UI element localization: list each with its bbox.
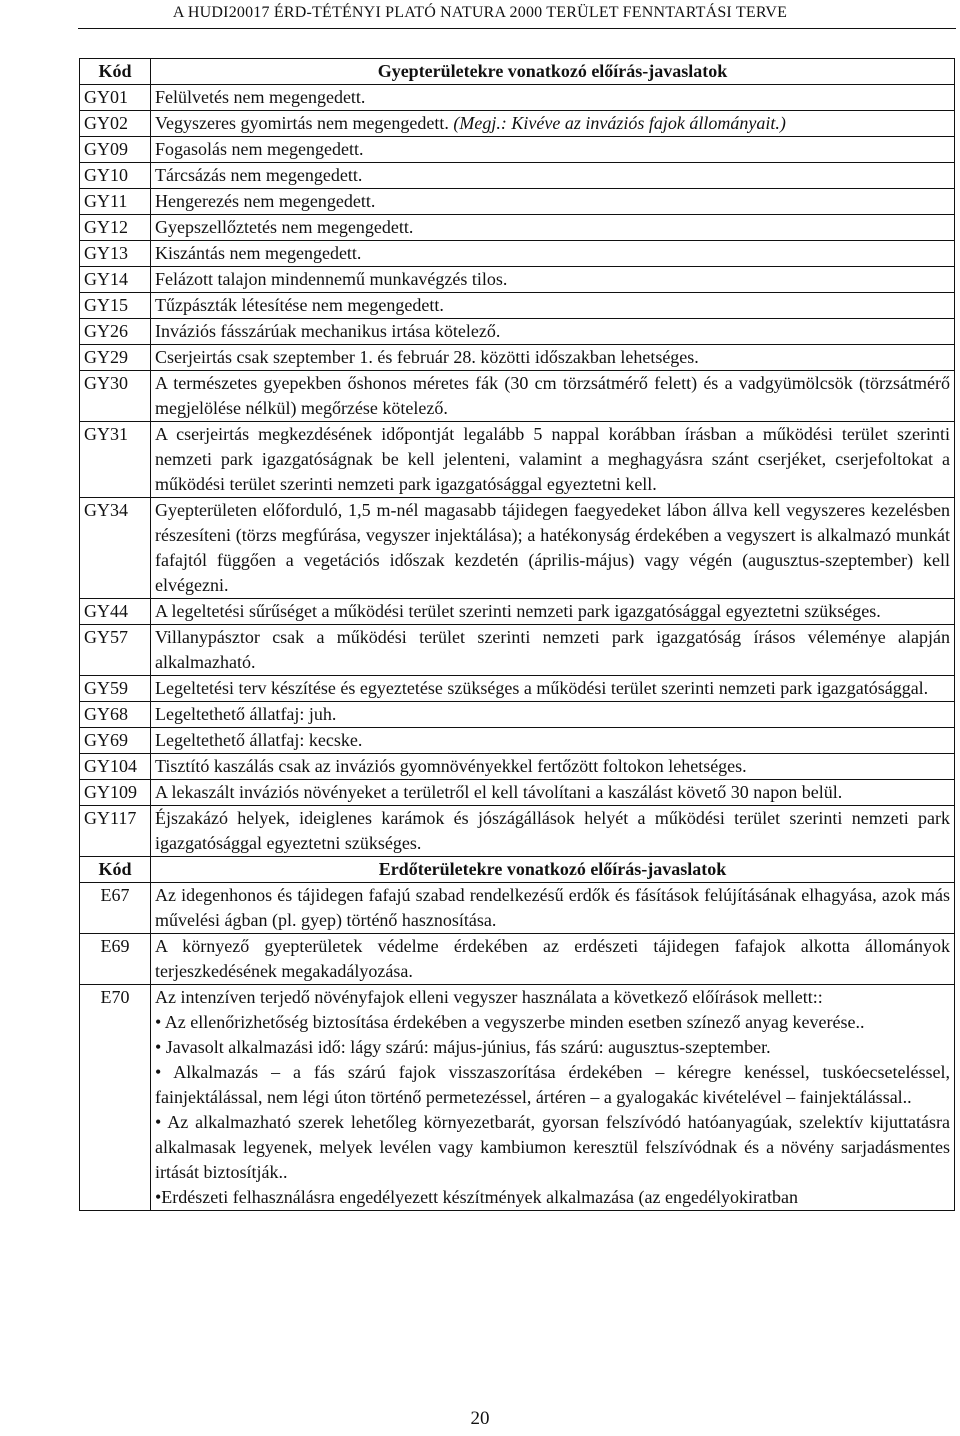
rule-code: GY109 [80, 780, 151, 806]
table-row [80, 754, 955, 780]
page-header: A HUDI20017 ÉRD-TÉTÉNYI PLATÓ NATURA 2000 TERÜLET FENNTARTÁSI TERVE [172, 4, 788, 21]
table-row [80, 111, 955, 137]
bullet-item: • Alkalmazás – a fás szárú fajok visszaszorítása érdekében – kéregre kenéssel, tuskóecseteléssel, fainjektálással, nem légi úton történő permetezéssel, ártéren – a gyalogakác kivételével – fainjektálással.. [155, 1062, 950, 1107]
table-row [80, 702, 955, 728]
rule-text [151, 371, 955, 422]
bullet-item: • Az ellenőrizhetőség biztosítása érdekében a vegyszerbe minden esetben színező anyag keverése.. [155, 1012, 865, 1032]
rule-code: GY104 [80, 754, 151, 780]
section-title: Erdőterületekre vonatkozó előírás-javaslatok [151, 857, 955, 883]
rule-text [151, 163, 955, 189]
rule-code: E67 [80, 883, 151, 934]
rule-text [151, 137, 955, 163]
table-row [80, 985, 955, 1211]
rule-code: GY01 [80, 85, 151, 111]
table-row [80, 215, 955, 241]
section-header-forest [80, 857, 955, 883]
table-row [80, 780, 955, 806]
rule-text [151, 111, 955, 137]
rule-code: GY30 [80, 371, 151, 422]
rule-text [151, 625, 955, 676]
rule-code: GY12 [80, 215, 151, 241]
table-row [80, 625, 955, 676]
section-header-grassland [80, 59, 955, 85]
table-row [80, 806, 955, 857]
rule-text-content: Tisztító kaszálás csak az inváziós gyomnövényekkel fertőzött foltokon lehetséges. [155, 756, 747, 776]
rule-text [151, 498, 955, 599]
rule-note: (Megj.: Kivéve az inváziós fajok állományait.) [453, 113, 786, 133]
rule-text [151, 293, 955, 319]
table-row [80, 934, 955, 985]
rule-text [151, 780, 955, 806]
rule-text-content: Éjszakázó helyek, ideiglenes karámok és jószágállások helyét a működési terület szerinti nemzeti park igazgatósággal egyeztetni szükséges. [155, 808, 950, 853]
rule-text-content: Tűzpászták létesítése nem megengedett. [155, 295, 444, 315]
rule-text [151, 754, 955, 780]
rule-text-content: Vegyszeres gyomirtás nem megengedett. [155, 113, 449, 133]
rule-text [151, 319, 955, 345]
rule-text-content: Az idegenhonos és tájidegen fafajú szabad rendelkezésű erdők és fásítások felújításának elhagyása, azok más művelési ágban (pl. gyep) történő hasznosítása. [155, 885, 950, 930]
bullet-item: •Erdészeti felhasználásra engedélyezett készítmények alkalmazása (az engedélyokiratban [155, 1187, 798, 1207]
rule-code: GY57 [80, 625, 151, 676]
page-number: 20 [470, 1408, 490, 1429]
rule-text-content: Hengerezés nem megengedett. [155, 191, 376, 211]
table-row [80, 85, 955, 111]
rule-text-content: Tárcsázás nem megengedett. [155, 165, 363, 185]
rule-intro: Az intenzíven terjedő növényfajok elleni vegyszer használata a következő előírások mellett:: [155, 987, 823, 1007]
header-divider [78, 28, 956, 29]
rule-code: GY09 [80, 137, 151, 163]
section-title: Gyepterületekre vonatkozó előírás-javaslatok [151, 59, 955, 85]
table-row [80, 728, 955, 754]
rule-text-content: Gyepterületen előforduló, 1,5 m-nél magasabb tájidegen faegyedeket lábon állva kell vegyszeres kezelésben részesíteni (törzs megfúrása, vegyszer injektálása); a hatékonyság érdekében a vegyszert is alkalmazó munkát fafajtól függően a vegetációs időszak kezdetén (április-május) vagy végén (augusztus-szeptember) kell elvégezni. [155, 500, 950, 595]
table-row [80, 293, 955, 319]
table-row [80, 189, 955, 215]
table-row [80, 422, 955, 498]
table-row [80, 676, 955, 702]
rule-text [151, 985, 955, 1211]
rule-text-content: Legeltethető állatfaj: kecske. [155, 730, 363, 750]
rule-code: GY15 [80, 293, 151, 319]
rule-code: E70 [80, 985, 151, 1211]
rule-text-content: Legeltetési terv készítése és egyeztetése szükséges a működési terület szerinti nemzeti park igazgatósággal. [155, 678, 929, 698]
rule-code: GY02 [80, 111, 151, 137]
rule-code: GY44 [80, 599, 151, 625]
rule-code: GY68 [80, 702, 151, 728]
rule-text-content: A környező gyepterületek védelme érdekében az erdészeti tájidegen fafajok alkotta állományok terjeszkedésének megakadályozása. [155, 936, 950, 981]
table-row [80, 267, 955, 293]
rule-text-content: A cserjeirtás megkezdésének időpontját legalább 5 nappal korábban írásban a működési terület szerinti nemzeti park igazgatóságnak be kell jelenteni, valamint a meghagyásra szánt cserjéket, cserjefoltokat a működési terület szerinti nemzeti park igazgatósággal egyeztetni kell. [155, 424, 950, 494]
rule-text-content: Felülvetés nem megengedett. [155, 87, 366, 107]
table-row [80, 137, 955, 163]
rule-text [151, 345, 955, 371]
table-row [80, 599, 955, 625]
rule-text-content: Kiszántás nem megengedett. [155, 243, 362, 263]
rule-code: GY29 [80, 345, 151, 371]
rule-code: E69 [80, 934, 151, 985]
table-row [80, 345, 955, 371]
rule-text-content: A legeltetési sűrűséget a működési terület szerinti nemzeti park igazgatósággal egyeztetni szükséges. [155, 601, 881, 621]
bullet-item: • Az alkalmazható szerek lehetőleg környezetbarát, gyorsan felszívódó hatóanyagúak, szelektív kijuttatásra alkalmasak legyenek, melyek levélen vagy kambiumon keresztül felszívódnak és a növény sarjadásmentes irtását biztosítják.. [155, 1112, 950, 1182]
table-row [80, 883, 955, 934]
rule-text [151, 267, 955, 293]
rule-text-content: A lekaszált inváziós növényeket a területről el kell távolítani a kaszálást követő 30 napon belül. [155, 782, 843, 802]
rule-text-content: Legeltethető állatfaj: juh. [155, 704, 337, 724]
table-row [80, 498, 955, 599]
rule-code: GY117 [80, 806, 151, 857]
table-row [80, 163, 955, 189]
rule-text-content: Gyepszellőztetés nem megengedett. [155, 217, 414, 237]
rule-text-content: Cserjeirtás csak szeptember 1. és február 28. közötti időszakban lehetséges. [155, 347, 699, 367]
rule-text [151, 883, 955, 934]
rule-code: GY69 [80, 728, 151, 754]
rule-text [151, 241, 955, 267]
rule-text-content: Felázott talajon mindennemű munkavégzés tilos. [155, 269, 508, 289]
rule-text [151, 702, 955, 728]
rule-code: GY13 [80, 241, 151, 267]
rule-text-content: Fogasolás nem megengedett. [155, 139, 364, 159]
prescription-table [79, 58, 955, 1211]
table-row [80, 241, 955, 267]
rule-text [151, 676, 955, 702]
rule-code: GY34 [80, 498, 151, 599]
rule-code: GY14 [80, 267, 151, 293]
rule-text [151, 599, 955, 625]
rule-code: GY10 [80, 163, 151, 189]
rule-text [151, 85, 955, 111]
rule-text-content: A természetes gyepekben őshonos méretes fák (30 cm törzsátmérő felett) és a vadgyümölcsök (törzsátmérő megjelölése nélkül) megőrzése kötelező. [155, 373, 950, 418]
rule-text [151, 806, 955, 857]
rule-code: GY59 [80, 676, 151, 702]
rule-text [151, 422, 955, 498]
rule-text [151, 189, 955, 215]
rule-text [151, 934, 955, 985]
rule-text-content: Villanypásztor csak a működési terület szerinti nemzeti park igazgatóság írásos véleménye alapján alkalmazható. [155, 627, 950, 672]
code-column-header: Kód [80, 59, 151, 85]
rule-text [151, 215, 955, 241]
bullet-item: • Javasolt alkalmazási idő: lágy szárú: május-június, fás szárú: augusztus-szeptember. [155, 1037, 771, 1057]
rule-code: GY31 [80, 422, 151, 498]
rule-code: GY26 [80, 319, 151, 345]
rule-text-content: Inváziós fásszárúak mechanikus irtása kötelező. [155, 321, 501, 341]
table-row [80, 371, 955, 422]
table-row [80, 319, 955, 345]
code-column-header: Kód [80, 857, 151, 883]
rule-text [151, 728, 955, 754]
rule-code: GY11 [80, 189, 151, 215]
